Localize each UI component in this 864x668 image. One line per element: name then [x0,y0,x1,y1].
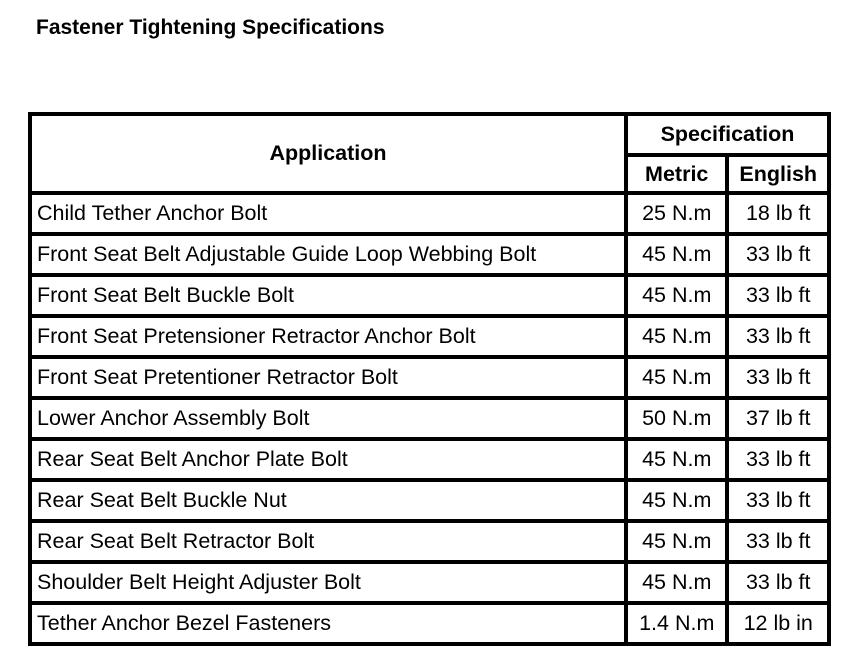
cell-english: 33 lb ft [729,441,831,482]
cell-metric: 45 N.m [628,359,730,400]
cell-application: Lower Anchor Assembly Bolt [32,400,628,441]
table-row [32,400,831,441]
cell-metric: 45 N.m [628,564,730,605]
table-row [32,359,831,400]
cell-metric: 25 N.m [628,195,730,236]
cell-english: 33 lb ft [729,359,831,400]
table-row [32,277,831,318]
cell-english: 18 lb ft [729,195,831,236]
cell-application: Shoulder Belt Height Adjuster Bolt [32,564,628,605]
table-body [32,195,831,646]
table-row [32,318,831,359]
cell-metric: 45 N.m [628,523,730,564]
cell-english: 12 lb in [729,605,831,646]
cell-metric: 45 N.m [628,277,730,318]
cell-metric: 1.4 N.m [628,605,730,646]
cell-english: 33 lb ft [729,523,831,564]
cell-metric: 50 N.m [628,400,730,441]
table-row [32,482,831,523]
cell-metric: 45 N.m [628,482,730,523]
cell-metric: 45 N.m [628,236,730,277]
cell-english: 33 lb ft [729,277,831,318]
table-row [32,441,831,482]
table-row [32,195,831,236]
header-english: English [729,157,831,195]
table-row [32,564,831,605]
cell-application: Tether Anchor Bezel Fasteners [32,605,628,646]
cell-english: 37 lb ft [729,400,831,441]
table-header [32,116,831,195]
table-row [32,523,831,564]
page-title: Fastener Tightening Specifications [36,16,385,39]
table-row [32,236,831,277]
cell-english: 33 lb ft [729,564,831,605]
fastener-spec-table [28,112,831,646]
cell-metric: 45 N.m [628,441,730,482]
cell-application: Front Seat Pretensioner Retractor Anchor Bolt [32,318,628,359]
cell-application: Child Tether Anchor Bolt [32,195,628,236]
cell-english: 33 lb ft [729,482,831,523]
cell-application: Rear Seat Belt Buckle Nut [32,482,628,523]
cell-english: 33 lb ft [729,236,831,277]
table-row [32,605,831,646]
cell-application: Rear Seat Belt Retractor Bolt [32,523,628,564]
header-application: Application [32,116,628,195]
cell-application: Front Seat Pretentioner Retractor Bolt [32,359,628,400]
cell-application: Rear Seat Belt Anchor Plate Bolt [32,441,628,482]
cell-english: 33 lb ft [729,318,831,359]
cell-application: Front Seat Belt Adjustable Guide Loop Webbing Bolt [32,236,628,277]
header-metric: Metric [628,157,730,195]
cell-metric: 45 N.m [628,318,730,359]
cell-application: Front Seat Belt Buckle Bolt [32,277,628,318]
header-specification: Specification [628,116,831,157]
